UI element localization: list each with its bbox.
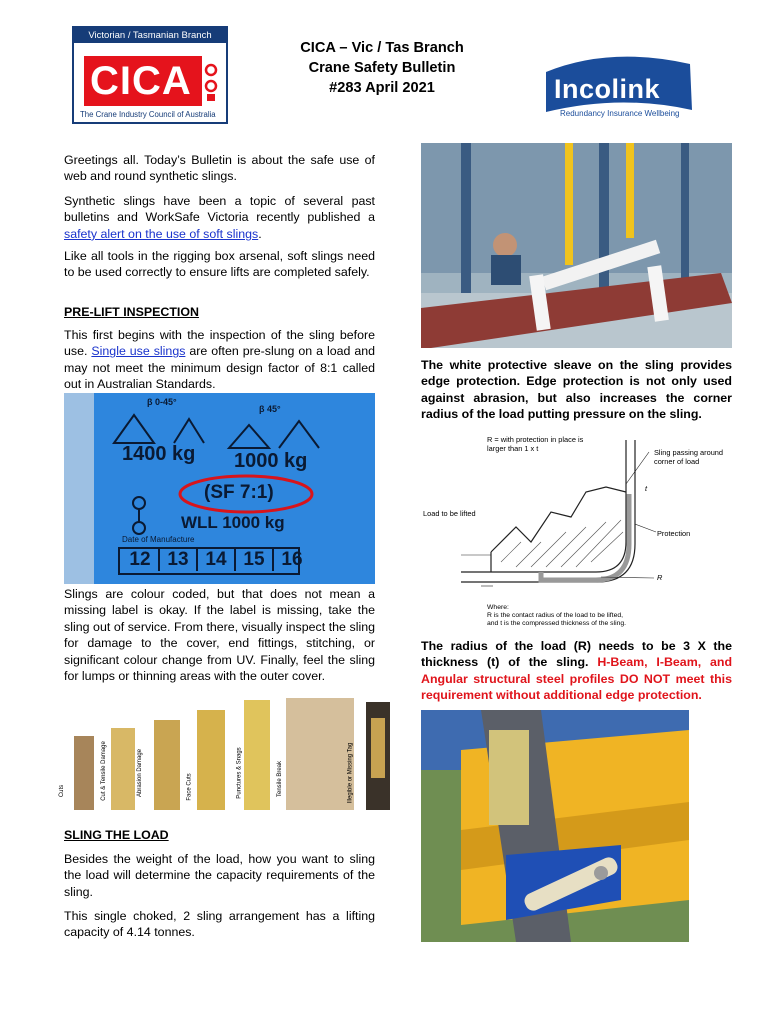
diagram-where-r: R is the contact radius of the load to be lifted, [487, 612, 624, 619]
cica-branch-band: Victorian / Tasmanian Branch [74, 28, 226, 43]
inspection-text-end: are often pre-slung on a load and may not meet the minimum design factor of 8:1 called out in Australian Standards. [64, 344, 375, 392]
diagram-where-t: and t is the compressed thickness of the sling. [487, 620, 627, 627]
diagram-load-label: Load to be lifted [423, 509, 476, 518]
label-year: 15 [236, 549, 274, 571]
damage-label: Illegible or Missing Tag [347, 742, 354, 804]
crane-hook-icon [202, 56, 220, 106]
label-year: 16 [281, 549, 303, 570]
sleeve-paragraph: The white protective sleave on the sling provides edge protection. Edge protection is not only used against abrasion, but also increases the corner radius of the load putting pressure on the sling. [421, 358, 732, 422]
sling-damage-image [59, 690, 394, 812]
damage-labels [59, 741, 394, 810]
title-line-3: #283 April 2021 [329, 80, 435, 96]
title-line-2: Crane Safety Bulletin [308, 60, 456, 76]
inspection-text: This first begins with the inspection of the sling before use. [64, 328, 375, 359]
label-wll: WLL 1000 kg [181, 513, 285, 532]
label-year: 14 [198, 549, 236, 571]
diagram-t-label: t [645, 484, 648, 493]
incolink-logo [540, 54, 700, 120]
label-year: 12 [122, 549, 160, 571]
edge-protector-photo [421, 710, 689, 942]
damage-label: Cut & Tensile Damage [100, 741, 107, 801]
worker-photo-graphic [421, 143, 732, 348]
intro-paragraph: Greetings all. Today’s Bulletin is about the safe use of web and round synthetic slings. [64, 153, 375, 184]
radius-warning: H-Beam, I-Beam, and Angular structural steel profiles DO NOT meet this requirement without additional edge protection. [421, 655, 733, 703]
capacity-paragraph: Besides the weight of the load, how you want to sling the load will determine the capacity requirements of the sling. [64, 852, 375, 899]
label-load-1: 1400 kg [122, 443, 196, 465]
corner-radius-diagram [421, 432, 741, 632]
diagram-note: R = with protection in place is larger than 1 x t [487, 435, 584, 453]
damage-label: Tensile Break [277, 760, 284, 798]
colour-code-paragraph: Slings are colour coded, but that does not mean a missing label is okay. If the label is missing, take the sling out of service. From there, visually inspect the sling for damage to the cover, end fittings, stitching, or significant colour change from UV. Finally, feel the sling for lumps or thinning areas with the outer cover. [64, 587, 375, 684]
alert-text: Synthetic slings have been a topic of several past bulletins and WorkSafe Victoria recently published a [64, 194, 375, 225]
choked-paragraph: This single choked, 2 sling arrangement has a lifting capacity of 4.14 tonnes. [64, 909, 375, 940]
incolink-tagline: Redundancy Insurance Wellbeing [560, 109, 680, 118]
damage-label: Punctures & Snags [236, 747, 243, 799]
incolink-wordmark: Incolink [554, 74, 661, 104]
diagram-sling-label: Sling passing around corner of load [654, 448, 724, 466]
diagram-r-label: R [657, 573, 663, 582]
bulletin-title [268, 38, 496, 98]
safety-alert-link[interactable]: safety alert on the use of soft slings [64, 226, 259, 241]
label-angle-1: β 0-45° [147, 397, 177, 407]
label-year: 13 [160, 549, 198, 571]
damage-label: Cuts [59, 784, 66, 798]
alert-paragraph [64, 193, 375, 242]
inspection-paragraph [64, 327, 375, 393]
sling-the-load-heading: SLING THE LOAD [64, 828, 169, 842]
single-use-slings-link[interactable]: Single use slings [91, 344, 186, 359]
damage-label: Abrasion Damage [137, 748, 144, 798]
label-date-caption: Date of Manufacture [122, 535, 195, 544]
sling-label-image [64, 393, 375, 584]
label-load-2: 1000 kg [234, 450, 308, 472]
worker-sling-photo [421, 143, 732, 348]
label-angle-2: β 45° [259, 404, 281, 414]
title-line-1: CICA – Vic / Tas Branch [300, 40, 464, 56]
beam-photo-graphic [421, 710, 689, 942]
alert-text-end: . [258, 226, 262, 241]
radius-text: The radius of the load (R) needs to be 3 X the thickness (t) of the sling. [421, 639, 732, 670]
diagram-where: Where: [487, 604, 509, 611]
label-safety-factor: (SF 7:1) [204, 482, 274, 503]
damage-label: Face Cuts [186, 773, 193, 801]
tools-paragraph: Like all tools in the rigging box arsenal, soft slings need to be used correctly to ensure lifts are completed safely. [64, 249, 375, 280]
cica-wordmark: CICA [84, 56, 202, 106]
diagram-where-block [487, 604, 737, 628]
label-year-boxes [122, 549, 310, 571]
cica-logo [72, 26, 228, 124]
cica-tagline: The Crane Industry Council of Australia [80, 110, 216, 119]
pre-lift-heading: PRE-LIFT INSPECTION [64, 305, 199, 319]
radius-paragraph [421, 638, 732, 704]
diagram-protection-label: Protection [657, 529, 691, 538]
